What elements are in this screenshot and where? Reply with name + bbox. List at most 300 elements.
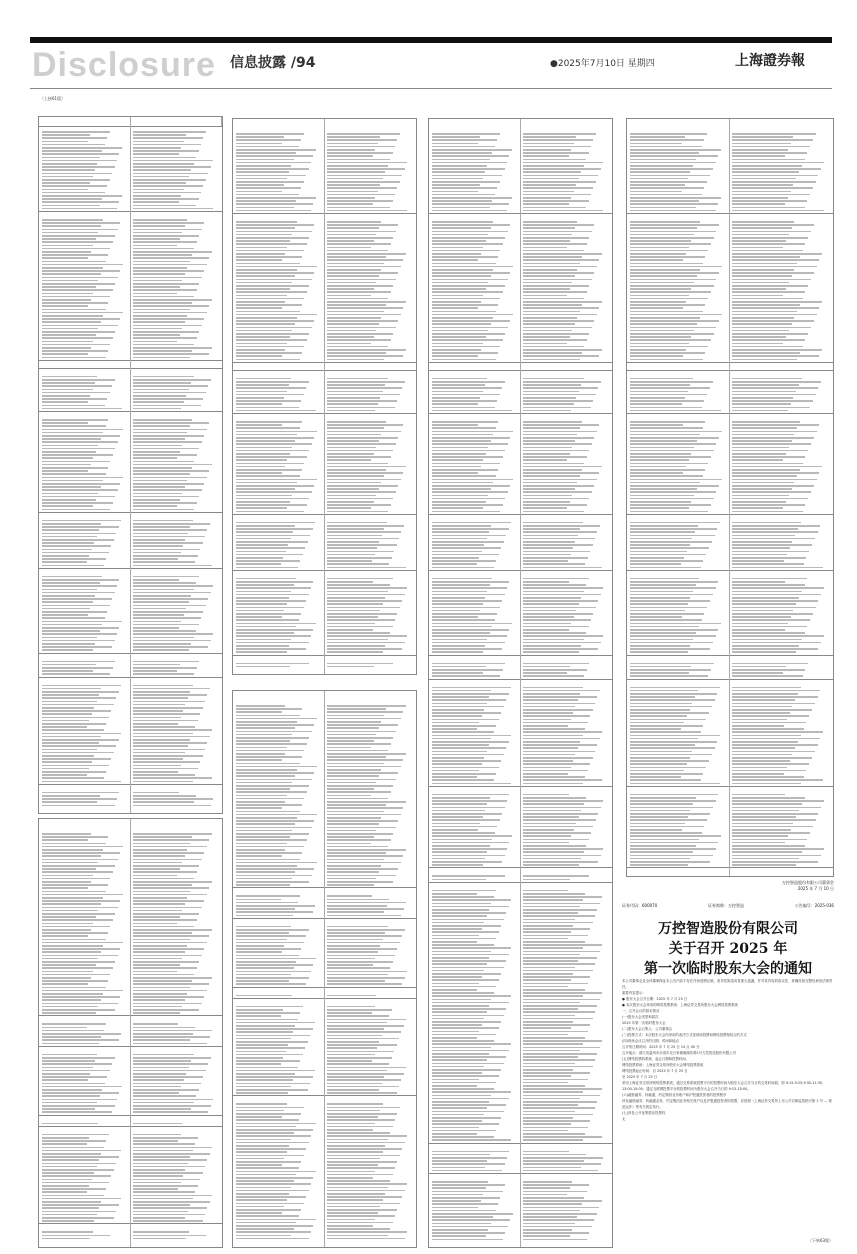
- text-line: [236, 1028, 313, 1030]
- text-line: [432, 263, 496, 265]
- text-line: [133, 1143, 196, 1145]
- text-line: [523, 728, 586, 730]
- text-line: [327, 563, 390, 565]
- text-line: [42, 993, 103, 995]
- text-line: [236, 275, 295, 277]
- text-line: [523, 757, 593, 759]
- text-line: [327, 1183, 408, 1185]
- text-line: [42, 470, 88, 472]
- text-line: [523, 266, 597, 268]
- text-line: [133, 1134, 181, 1136]
- text-line: [432, 669, 503, 671]
- column-divider: [130, 117, 131, 813]
- text-line: [523, 738, 600, 740]
- text-line: [630, 311, 703, 313]
- text-line: [133, 685, 193, 687]
- text-line: [732, 352, 800, 354]
- text-line: [42, 1102, 97, 1104]
- text-line: [523, 346, 585, 348]
- text-line: [42, 315, 103, 317]
- text-line: [630, 333, 714, 335]
- text-line: [432, 557, 479, 559]
- text-line: [133, 235, 200, 237]
- text-line: [42, 916, 96, 918]
- text-line: [133, 611, 204, 613]
- text-line: [630, 266, 722, 268]
- text-line: [327, 955, 395, 957]
- text-line: [42, 614, 88, 616]
- text-line: [732, 848, 824, 850]
- text-line: [523, 237, 590, 239]
- text-line: [523, 187, 594, 189]
- text-line: [732, 747, 795, 749]
- text-line: [42, 774, 87, 776]
- text-line: [630, 459, 689, 461]
- text-line: [523, 479, 597, 481]
- text-line: [432, 1027, 499, 1029]
- text-line: [42, 419, 108, 421]
- text-line: [42, 910, 98, 912]
- text-line: [327, 905, 387, 907]
- text-line: [327, 915, 402, 917]
- text-line: [133, 958, 183, 960]
- text-line: [630, 210, 716, 212]
- text-line: [327, 485, 399, 487]
- text-line: [732, 610, 793, 612]
- text-line: [327, 475, 384, 477]
- text-line: [133, 486, 185, 488]
- text-line: [732, 591, 802, 593]
- text-line: [432, 285, 505, 287]
- text-line: [42, 1089, 102, 1091]
- text-line: [432, 1075, 499, 1077]
- text-line: [630, 747, 715, 749]
- text-line: [523, 581, 569, 583]
- text-line: [732, 247, 783, 249]
- text-line: [42, 144, 105, 146]
- text-line: [236, 491, 312, 493]
- text-line: [523, 437, 595, 439]
- text-line: [236, 187, 301, 189]
- text-line: [133, 935, 210, 937]
- text-line: [327, 491, 396, 493]
- text-line: [133, 717, 181, 719]
- text-line: [630, 224, 719, 226]
- meeting-notice: [622, 878, 834, 1250]
- text-line: [236, 1132, 294, 1134]
- notice-paragraph: (二)股东大会召集人：公司董事会: [622, 1027, 673, 1031]
- text-line: [42, 289, 113, 291]
- text-line: [236, 1009, 283, 1011]
- text-line: [432, 848, 507, 850]
- text-line: [327, 626, 393, 628]
- text-line: [133, 1003, 202, 1005]
- text-line: [236, 915, 293, 917]
- text-line: [432, 295, 483, 297]
- text-line: [432, 651, 483, 653]
- text-line: [432, 554, 499, 556]
- text-line: [630, 410, 721, 412]
- text-line: [732, 829, 791, 831]
- text-line: [42, 637, 97, 639]
- text-line: [523, 291, 587, 293]
- text-line: [630, 629, 718, 631]
- text-line: [42, 309, 106, 311]
- text-line: [133, 526, 191, 528]
- text-line: [42, 286, 96, 288]
- text-line: [432, 807, 505, 809]
- text-line: [523, 495, 573, 497]
- text-line: [732, 437, 814, 439]
- text-line: [432, 728, 477, 730]
- text-line: [523, 1104, 578, 1106]
- text-line: [327, 1219, 376, 1221]
- text-line: [327, 450, 394, 452]
- text-line: [630, 738, 698, 740]
- text-line: [236, 498, 309, 500]
- section-divider: [39, 568, 222, 569]
- text-line: [236, 995, 292, 997]
- text-line: [432, 629, 509, 631]
- text-line: [327, 352, 386, 354]
- text-line: [523, 893, 586, 895]
- text-line: [42, 1012, 96, 1014]
- text-line: [327, 240, 374, 242]
- text-line: [523, 1111, 576, 1113]
- notice-paragraph: (七)涉及公开征集股东投票权: [622, 1111, 666, 1115]
- text-line: [523, 858, 582, 860]
- text-line: [432, 986, 496, 988]
- text-line: [432, 903, 491, 905]
- text-line: [432, 951, 491, 953]
- text-line: [432, 317, 493, 319]
- text-line: [732, 133, 816, 135]
- text-line: [732, 696, 818, 698]
- text-line: [327, 1161, 398, 1163]
- text-line: [732, 616, 791, 618]
- text-line: [327, 961, 393, 963]
- text-line: [133, 502, 197, 504]
- text-line: [236, 243, 307, 245]
- table-block: [38, 116, 223, 814]
- text-line: [42, 305, 88, 307]
- text-line: [42, 312, 123, 314]
- text-line: [133, 713, 201, 715]
- text-line: [630, 507, 689, 509]
- text-line: [236, 384, 289, 386]
- text-line: [236, 466, 285, 468]
- text-line: [42, 350, 108, 352]
- text-line: [630, 744, 695, 746]
- text-line: [732, 669, 805, 671]
- text-line: [133, 283, 200, 285]
- text-line: [732, 819, 816, 821]
- text-line: [523, 1011, 596, 1013]
- text-line: [42, 438, 101, 440]
- text-line: [432, 1034, 496, 1036]
- text-line: [236, 1225, 313, 1227]
- text-line: [133, 1182, 181, 1184]
- text-line: [732, 754, 792, 756]
- section-divider: [39, 411, 222, 412]
- text-line: [133, 951, 185, 953]
- text-line: [327, 159, 391, 161]
- text-line: [42, 1123, 98, 1125]
- text-line: [327, 795, 372, 797]
- text-line: [523, 626, 589, 628]
- text-line: [432, 712, 501, 714]
- text-line: [236, 459, 287, 461]
- text-line: [327, 1012, 373, 1014]
- text-line: [42, 169, 95, 171]
- text-line: [523, 304, 582, 306]
- text-line: [327, 759, 404, 761]
- text-line: [432, 410, 512, 412]
- text-line: [630, 253, 686, 255]
- text-line: [236, 711, 282, 713]
- text-line: [236, 1148, 306, 1150]
- text-line: [236, 200, 296, 202]
- text-line: [236, 304, 302, 306]
- text-line: [523, 903, 600, 905]
- text-line: [236, 1145, 289, 1147]
- text-line: [327, 149, 376, 151]
- text-line: [732, 584, 805, 586]
- text-line: [327, 554, 375, 556]
- text-line: [523, 295, 568, 297]
- text-line: [42, 302, 108, 304]
- text-line: [42, 163, 97, 165]
- text-line: [630, 563, 681, 565]
- section-divider: [429, 867, 612, 868]
- text-line: [432, 491, 508, 493]
- text-line: [432, 1024, 482, 1026]
- text-line: [327, 381, 405, 383]
- text-line: [432, 541, 504, 543]
- text-line: [327, 616, 378, 618]
- text-line: [523, 378, 584, 380]
- text-line: [42, 1163, 116, 1165]
- text-line: [133, 805, 211, 807]
- text-line: [133, 1140, 179, 1142]
- text-line: [42, 496, 115, 498]
- text-line: [732, 776, 804, 778]
- text-line: [42, 729, 104, 731]
- text-line: [42, 141, 88, 143]
- text-line: [42, 630, 100, 632]
- text-line: [327, 578, 393, 580]
- text-line: [327, 168, 405, 170]
- text-line: [432, 1091, 511, 1093]
- text-line: [432, 706, 504, 708]
- text-line: [630, 227, 697, 229]
- text-line: [42, 251, 91, 253]
- text-line: [630, 159, 696, 161]
- text-line: [236, 544, 288, 546]
- text-line: [42, 977, 91, 979]
- text-line: [523, 669, 587, 671]
- text-line: [523, 584, 587, 586]
- text-line: [523, 731, 603, 733]
- text-line: [133, 990, 207, 992]
- text-line: [42, 1156, 119, 1158]
- text-line: [327, 1092, 397, 1094]
- text-line: [523, 639, 584, 641]
- text-line: [133, 932, 192, 934]
- text-line: [523, 1170, 599, 1172]
- text-line: [523, 800, 604, 802]
- text-line: [133, 627, 179, 629]
- text-line: [327, 1060, 373, 1062]
- text-line: [523, 557, 588, 559]
- text-line: [236, 1015, 281, 1017]
- text-line: [133, 208, 214, 210]
- text-line: [327, 463, 389, 465]
- text-line: [327, 663, 394, 665]
- text-line: [327, 1025, 404, 1027]
- text-line: [327, 833, 394, 835]
- text-line: [42, 945, 103, 947]
- text-line: [42, 558, 106, 560]
- text-line: [732, 581, 785, 583]
- text-line: [732, 597, 799, 599]
- masthead: [30, 44, 832, 86]
- text-line: [523, 1018, 593, 1020]
- text-line: [327, 750, 389, 752]
- text-line: [327, 1044, 397, 1046]
- text-line: [432, 928, 482, 930]
- text-line: [236, 525, 295, 527]
- text-line: [432, 210, 507, 212]
- text-line: [432, 266, 513, 268]
- text-line: [236, 136, 284, 138]
- text-line: [432, 935, 479, 937]
- text-line: [236, 453, 290, 455]
- text-line: [42, 451, 96, 453]
- text-line: [432, 551, 482, 553]
- text-line: [236, 397, 284, 399]
- text-line: [42, 1207, 99, 1209]
- text-line: [236, 507, 287, 509]
- text-line: [236, 355, 282, 357]
- text-line: [236, 597, 289, 599]
- text-line: [236, 424, 282, 426]
- text-line: [133, 633, 214, 635]
- section-divider: [627, 370, 833, 371]
- notice-body: [622, 978, 834, 1122]
- text-line: [630, 472, 683, 474]
- text-line: [432, 1194, 483, 1196]
- text-line: [42, 344, 110, 346]
- text-line: [432, 407, 495, 409]
- text-line: [432, 1114, 484, 1116]
- text-line: [523, 298, 585, 300]
- text-line: [236, 1119, 299, 1121]
- text-line: [133, 499, 180, 501]
- section-divider: [429, 514, 612, 515]
- text-line: [523, 1117, 574, 1119]
- text-line: [327, 1070, 387, 1072]
- text-line: [732, 613, 813, 615]
- text-line: [732, 528, 798, 530]
- text-line: [523, 136, 577, 138]
- text-line: [133, 605, 206, 607]
- text-line: [432, 1239, 503, 1241]
- text-line: [523, 810, 582, 812]
- notice-paragraph: 召开的日期时间：2025 年 7 月 25 日 14 点 00 分: [622, 1045, 700, 1049]
- text-line: [236, 469, 302, 471]
- text-line: [432, 535, 506, 537]
- text-line: [732, 728, 804, 730]
- text-line: [42, 999, 101, 1001]
- text-line: [523, 1187, 570, 1189]
- text-line: [630, 231, 716, 233]
- text-line: [236, 1129, 313, 1131]
- top-rule: [30, 37, 832, 43]
- text-line: [236, 1238, 309, 1240]
- text-line: [42, 701, 97, 703]
- text-line: [432, 861, 502, 863]
- text-line: [630, 669, 711, 671]
- text-line: [236, 479, 317, 481]
- text-line: [523, 522, 583, 524]
- text-line: [523, 1053, 598, 1055]
- text-line: [236, 531, 293, 533]
- text-line: [432, 387, 502, 389]
- text-line: [236, 939, 287, 941]
- text-line: [42, 157, 100, 159]
- text-line: [630, 397, 685, 399]
- text-line: [732, 421, 800, 423]
- text-line: [732, 171, 799, 173]
- text-line: [236, 567, 298, 569]
- text-line: [732, 807, 821, 809]
- text-line: [523, 744, 598, 746]
- text-line: [523, 381, 601, 383]
- section-divider: [39, 1115, 222, 1116]
- text-line: [630, 498, 714, 500]
- section-divider: [233, 370, 416, 371]
- text-line: [236, 1187, 291, 1189]
- text-line: [432, 227, 491, 229]
- text-line: [523, 819, 596, 821]
- text-line: [327, 807, 404, 809]
- text-line: [327, 288, 374, 290]
- text-line: [133, 241, 197, 243]
- text-line: [133, 429, 207, 431]
- text-line: [523, 231, 592, 233]
- section-divider: [39, 784, 222, 785]
- text-line: [236, 666, 290, 668]
- text-line: [523, 983, 588, 985]
- text-line: [432, 776, 477, 778]
- text-line: [133, 710, 184, 712]
- notice-paragraph: 本公司董事会及全体董事保证本公告内容不存在任何虚假记载、误导性陈述或者重大遗漏，并对其内容的真实性、准确性和完整性承担法律责任。: [622, 979, 833, 989]
- text-line: [133, 1179, 201, 1181]
- text-line: [42, 948, 120, 950]
- text-line: [630, 741, 717, 743]
- text-line: [432, 511, 500, 513]
- text-line: [327, 162, 408, 164]
- text-line: [327, 525, 404, 527]
- text-line: [732, 554, 787, 556]
- text-line: [42, 643, 95, 645]
- text-line: [732, 378, 802, 380]
- text-line: [42, 1238, 90, 1240]
- text-line: [236, 1012, 300, 1014]
- text-line: [630, 291, 711, 293]
- text-line: [523, 427, 580, 429]
